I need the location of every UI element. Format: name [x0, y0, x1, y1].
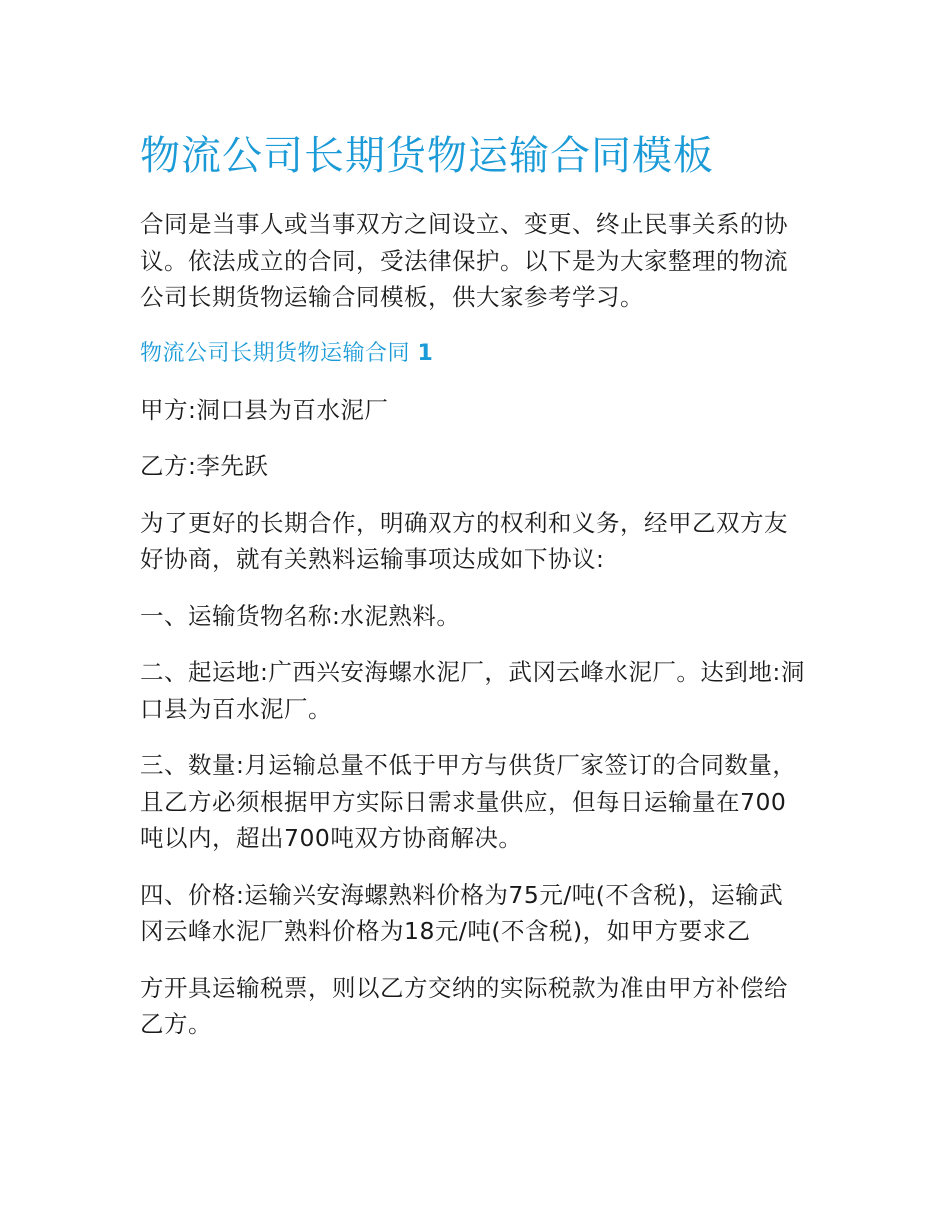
document-title: 物流公司长期货物运输合同模板 [140, 133, 714, 179]
intro-paragraph: 合同是当事人或当事双方之间设立、变更、终止民事关系的协议。依法成立的合同，受法律保护。以下是为大家整理的物流公司长期货物运输合同模板，供大家参考学习。 [140, 210, 788, 311]
clause-3: 三、数量:月运输总量不低于甲方与供货厂家签订的合同数量，且乙方必须根据甲方实际日需求量供应，但每日运输量在700吨以内，超出700吨双方协商解决。 [140, 751, 797, 852]
clause-4-continued: 方开具运输税票，则以乙方交纳的实际税款为准由甲方补偿给乙方。 [140, 973, 788, 1038]
preamble-paragraph: 为了更好的长期合作，明确双方的权利和义务，经甲乙双方友好协商，就有关熟料运输事项达成如下协议: [140, 508, 788, 573]
party-b: 乙方:李先跃 [140, 452, 269, 480]
section-heading [140, 336, 805, 372]
clause-2: 二、起运地:广西兴安海螺水泥厂，武冈云峰水泥厂。达到地:洞口县为百水泥厂。 [140, 658, 805, 723]
clause-4: 四、价格:运输兴安海螺熟料价格为75元/吨(不含税)，运输武冈云峰水泥厂熟料价格为18元/吨(不含税)，如甲方要求乙 [140, 880, 784, 945]
document-page [140, 128, 805, 1063]
section-heading-text: 物流公司长期货物运输合同 [140, 340, 411, 366]
clause-1: 一、运输货物名称:水泥熟料。 [140, 601, 461, 630]
party-a: 甲方:洞口县为百水泥厂 [140, 395, 389, 424]
section-heading-number: 1 [417, 340, 434, 366]
